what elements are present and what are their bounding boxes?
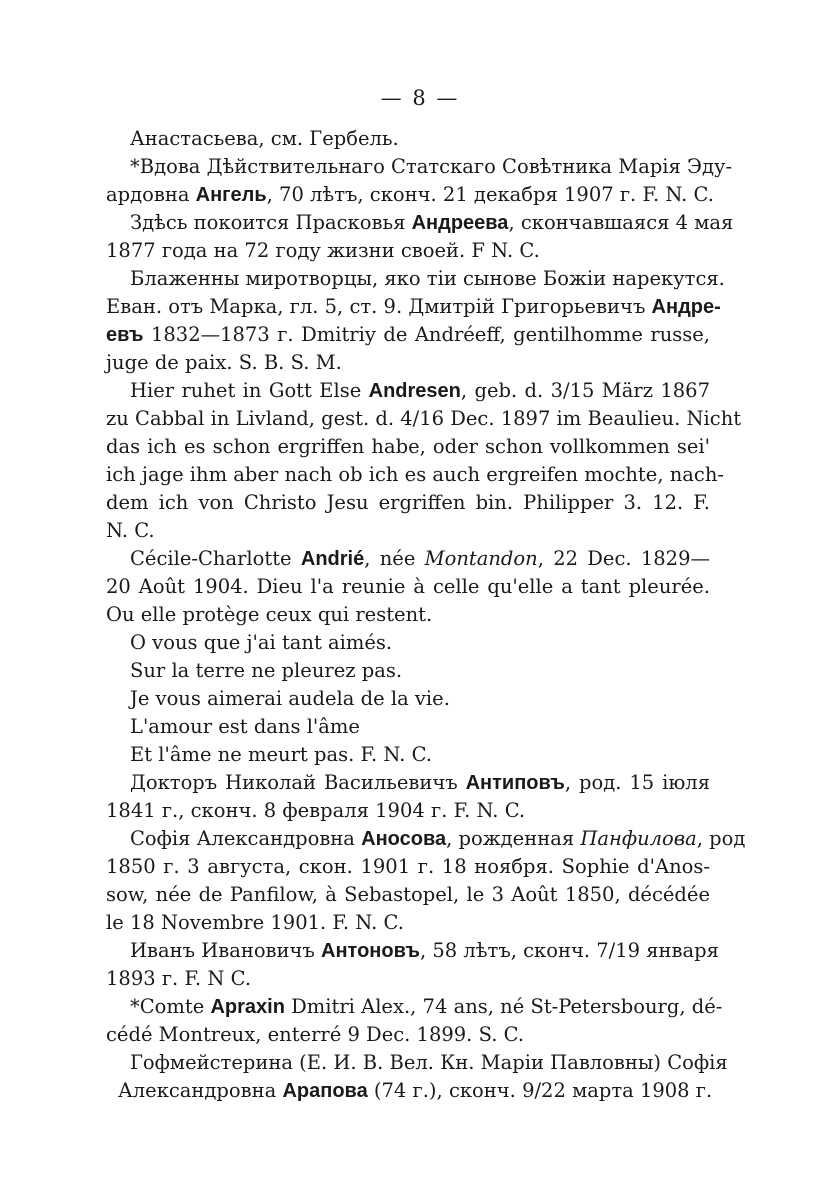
surname: Andresen <box>368 380 461 402</box>
entry-anosova-line4 <box>106 908 710 938</box>
entry-text: , скончавшаяся 4 мая <box>508 211 734 234</box>
surname: Андре- <box>651 296 721 318</box>
entry-andresen-line4 <box>106 460 724 490</box>
entry-text: Cécile-Charlotte <box>130 547 301 570</box>
entry-angel-line1 <box>130 152 733 182</box>
entry-text: Гофмейстерина (Е. И. В. Вел. Кн. Маріи Павловны) Софія <box>130 1051 728 1074</box>
entry-antipov-line1 <box>130 768 710 798</box>
surname: Andrié <box>300 548 365 570</box>
entry-text: , род <box>696 827 746 850</box>
verse-text: O vous que j'ai tant aimés. <box>130 631 393 654</box>
entry-text: 1850 г. 3 августа, скон. 1901 г. 18 ноября. Sophie d'Anos- <box>106 855 710 878</box>
verse-text: Et l'âme ne meurt pas. F. N. C. <box>130 743 433 766</box>
entry-text: 1832—1873 г. Dmitriy de Andréeff, gentilhomme russe, <box>143 323 710 346</box>
entry-anosova-line2 <box>106 852 710 882</box>
entry-text: , род. 15 іюля <box>564 771 710 794</box>
entry-text: 1893 г. F. N C. <box>106 967 252 990</box>
entry-text: Еван. отъ Марка, гл. 5, ст. 9. Дмитрій Григорьевичъ <box>106 295 652 318</box>
entry-antipov-line2 <box>106 796 710 826</box>
entry-text: juge de paix. S. B. S. M. <box>106 351 342 374</box>
entry-anosova-line3 <box>106 880 710 910</box>
verse-line <box>130 684 710 714</box>
entry-angel-line2 <box>106 180 714 210</box>
entry-text: N. C. <box>106 519 155 542</box>
entry-text: *Вдова Дѣйствительнаго Статскаго Совѣтника Марія Эду- <box>130 155 733 178</box>
entry-text: Докторъ Николай Васильевичъ <box>130 771 466 794</box>
entry-andresen-line1 <box>130 376 710 406</box>
entry-text: , 70 лѣтъ, сконч. 21 декабря 1907 г. F. N. C. <box>266 183 714 206</box>
entry-text: Софія Александровна <box>130 827 362 850</box>
entry-text: le 18 Novembre 1901. F. N. C. <box>106 911 404 934</box>
surname: Аносова <box>361 828 447 850</box>
entry-text: 1841 г., сконч. 8 февраля 1904 г. F. N. C. <box>106 799 526 822</box>
entry-text: *Comte <box>130 995 211 1018</box>
entry-text: Dmitri Alex., 74 ans, né St-Petersbourg, dé- <box>284 995 723 1018</box>
entry-andreeva-line2 <box>106 236 710 266</box>
entry-andreeva-line1 <box>130 208 734 238</box>
entry-anastaseva <box>130 124 710 154</box>
entry-andresen-line5 <box>106 488 710 518</box>
entry-antonov-line1 <box>130 936 719 966</box>
entry-text: cédé Montreux, enterré 9 Dec. 1899. S. C. <box>106 1023 525 1046</box>
entry-text: 20 Août 1904. Dieu l'a reunie à celle qu'elle a tant pleurée. <box>106 575 710 598</box>
surname: Антоновъ <box>321 940 420 962</box>
entry-text: , geb. d. 3/15 März 1867 <box>460 379 710 402</box>
verse-line <box>130 656 710 686</box>
entry-apraxin-line1 <box>130 992 723 1022</box>
entry-text: Иванъ Ивановичъ <box>130 939 322 962</box>
entry-text: ардовна <box>106 183 196 206</box>
entry-text: , 22 Dec. 1829— <box>537 547 710 570</box>
entry-text: sow, née de Panfilow, à Sebastopel, le 3 Août 1850, décédée <box>106 883 710 906</box>
surname: Антиповъ <box>465 772 565 794</box>
maiden-name: Montandon <box>424 547 538 570</box>
entry-andresen-line2 <box>106 404 742 434</box>
entry-andresen-line3 <box>106 432 710 462</box>
entry-text: ich jage ihm aber nach ob ich es auch ergreifen mochte, nach- <box>106 463 724 486</box>
entry-text: 1877 года на 72 году жизни своей. F N. C. <box>106 239 540 262</box>
entry-arapova-line2 <box>118 1076 713 1106</box>
surname: Ангель <box>195 184 267 206</box>
verse-text: Sur la terre ne pleurez pas. <box>130 659 403 682</box>
entry-text: , рожденная <box>446 827 581 850</box>
entry-text: Блаженны миротворцы, яко тіи сынове Божіи нарекутся. <box>130 267 725 290</box>
verse-line <box>130 628 710 658</box>
entry-andreev-line4 <box>106 348 710 378</box>
entry-antonov-line2 <box>106 964 710 994</box>
entry-text: Здѣсь покоится Прасковья <box>130 211 412 234</box>
entry-andrie-line2 <box>106 572 710 602</box>
entry-andreev-line1 <box>130 264 725 294</box>
surname: Андреева <box>411 212 509 234</box>
entry-text: , 58 лѣтъ, сконч. 7/19 января <box>419 939 719 962</box>
entry-text: das ich es schon ergriffen habe, oder schon vollkommen sei' <box>106 435 710 458</box>
surname: Apraxin <box>210 996 285 1018</box>
entry-text: dem ich von Christo Jesu ergriffen bin. Philipper 3. 12. F. <box>106 491 710 514</box>
entry-text: zu Cabbal in Livland, gest. d. 4/16 Dec. 1897 im Beaulieu. Nicht <box>106 407 742 430</box>
maiden-name: Панфилова <box>580 827 697 850</box>
entry-arapova-line1 <box>130 1048 728 1078</box>
verse-text: L'amour est dans l'âme <box>130 715 360 738</box>
surname: евъ <box>106 324 144 346</box>
entry-text: , née <box>364 547 425 570</box>
surname: Арапова <box>282 1080 368 1102</box>
verse-line <box>130 740 710 770</box>
entry-andrie-line1 <box>130 544 710 574</box>
entry-text: Анастасьева, см. Гербель. <box>130 127 399 150</box>
entry-apraxin-line2 <box>106 1020 710 1050</box>
entry-text: Александровна <box>118 1079 283 1102</box>
page-number: — 8 — <box>380 86 460 110</box>
entry-text: (74 г.), сконч. 9/22 марта 1908 г. <box>367 1079 713 1102</box>
entry-andreev-line2 <box>106 292 721 322</box>
entry-andreev-line3 <box>106 320 710 350</box>
verse-line <box>130 712 710 742</box>
entry-anosova-line1 <box>130 824 746 854</box>
entry-text: Ou elle protège ceux qui restent. <box>106 603 433 626</box>
entry-andresen-line6 <box>106 516 710 546</box>
entry-andrie-line3 <box>106 600 710 630</box>
entry-text: Hier ruhet in Gott Else <box>130 379 369 402</box>
verse-text: Je vous aimerai audela de la vie. <box>130 687 450 710</box>
